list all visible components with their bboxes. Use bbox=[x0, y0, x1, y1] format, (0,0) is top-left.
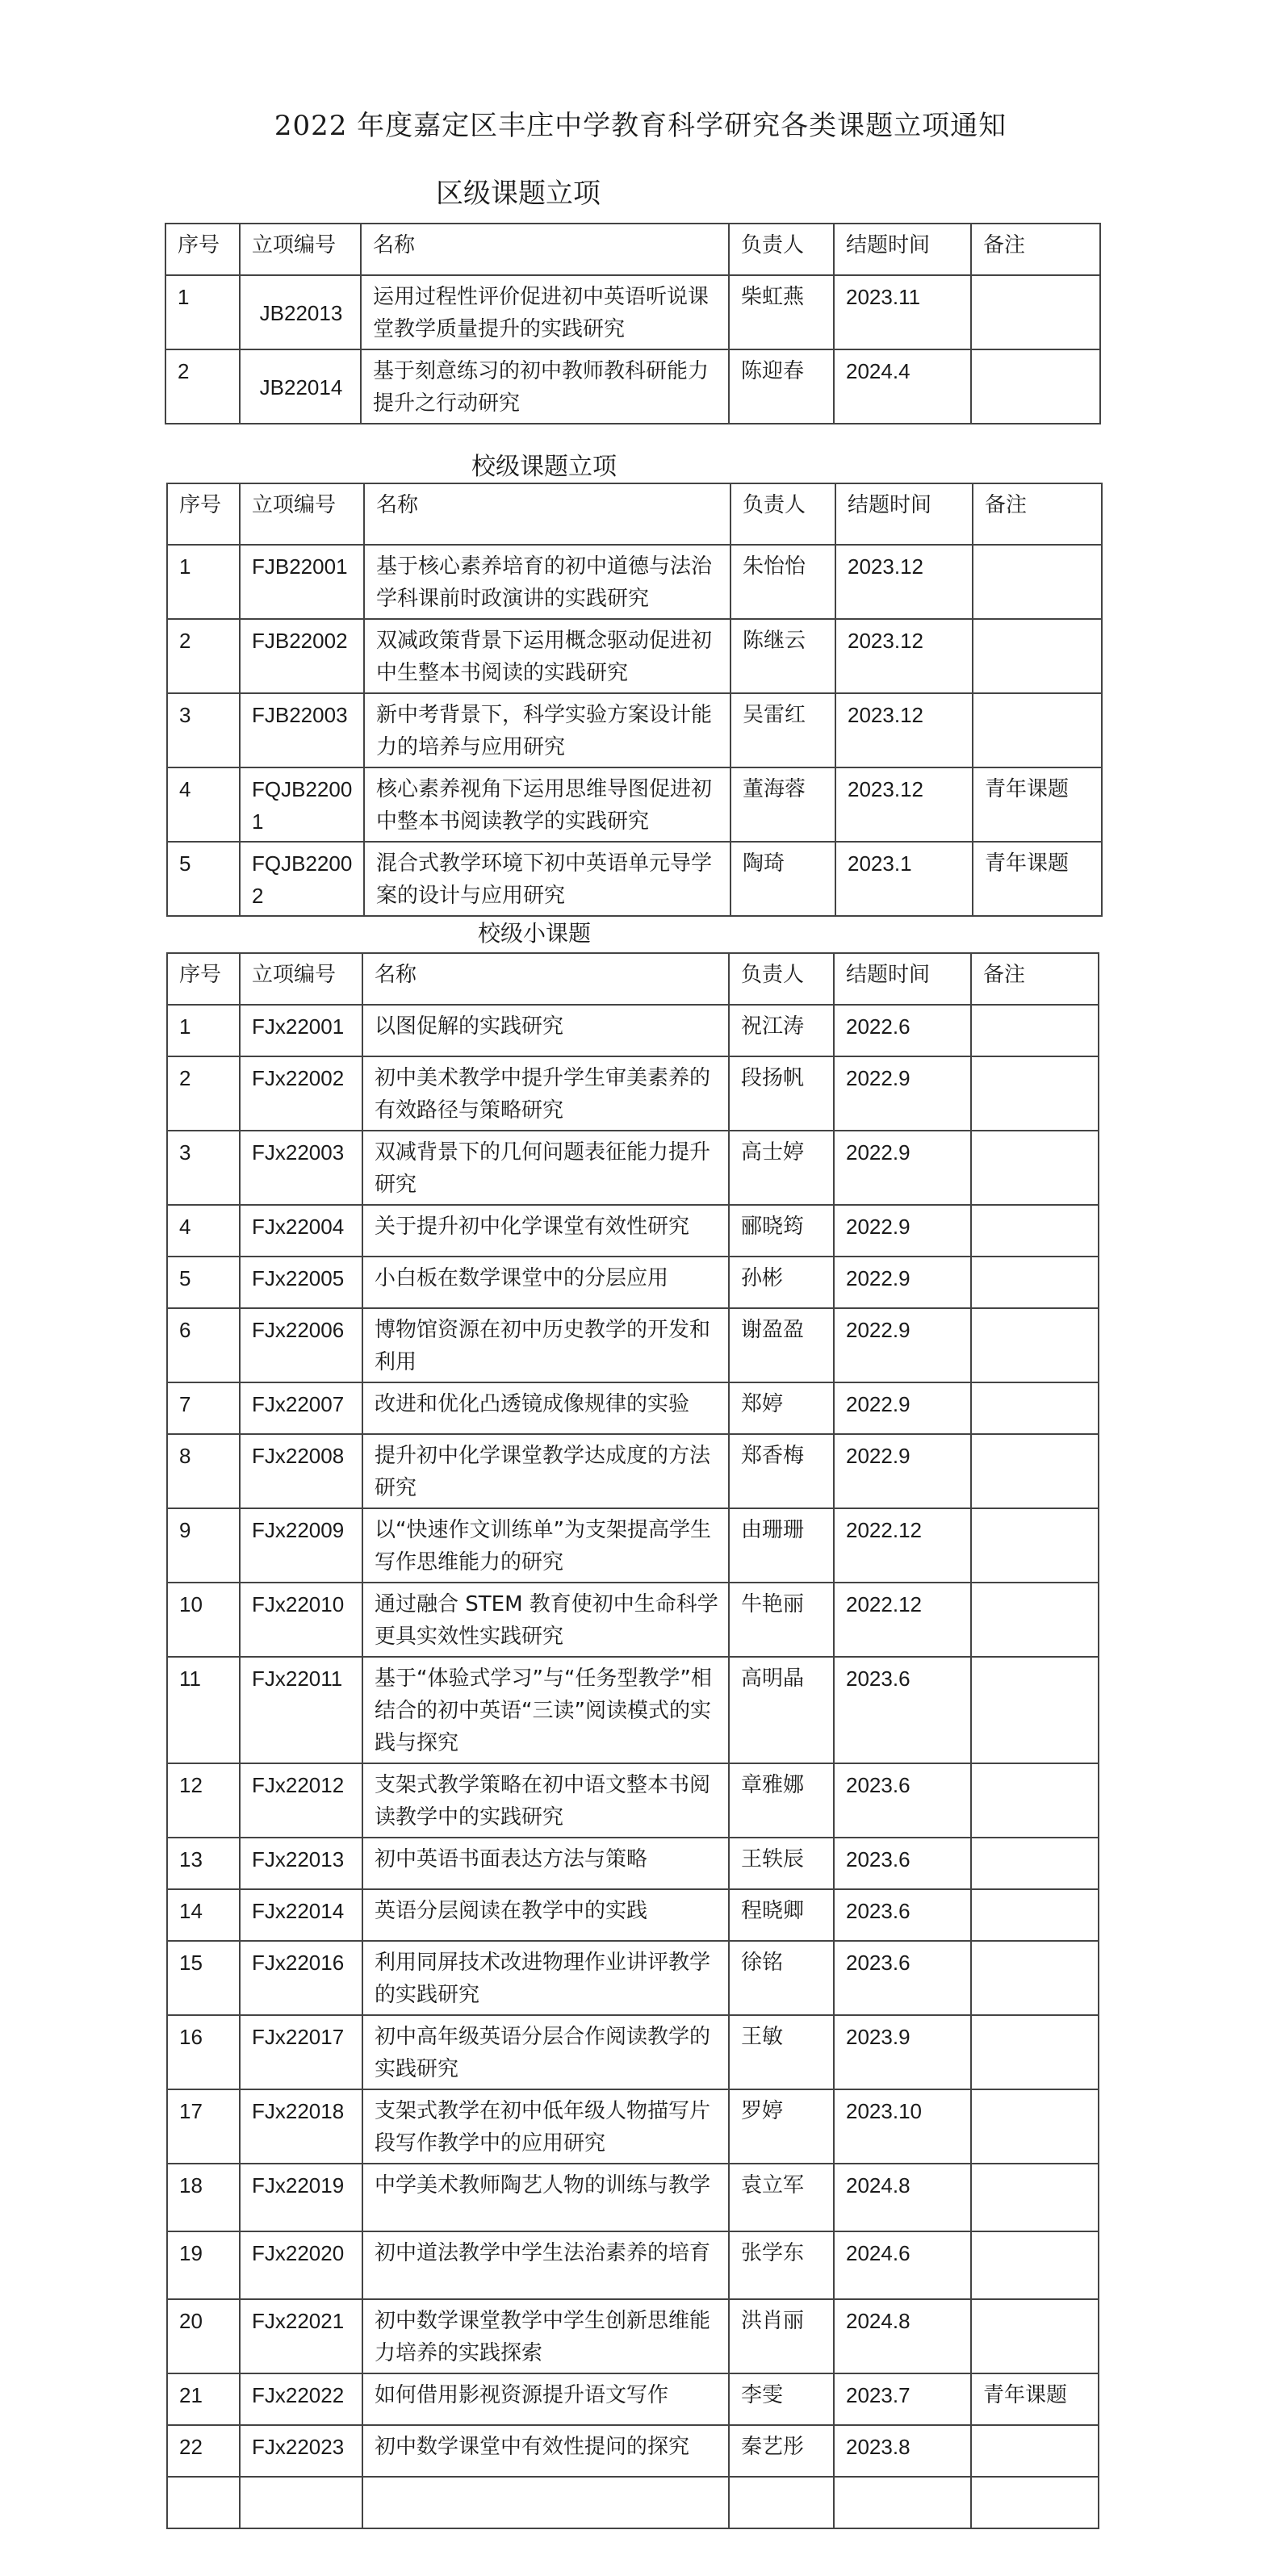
cell-index: 5 bbox=[167, 842, 240, 916]
cell-code: FJB22001 bbox=[240, 545, 364, 619]
cell-code: FJB22003 bbox=[240, 693, 364, 767]
cell-end-date: 2022.9 bbox=[834, 1308, 971, 1382]
section-title-school: 校级课题立项 bbox=[471, 453, 617, 481]
cell-name: 基于核心素养培育的初中道德与法治学科课前时政演讲的实践研究 bbox=[364, 545, 731, 619]
cell-index: 11 bbox=[167, 1657, 240, 1763]
cell-name: 博物馆资源在初中历史教学的开发和利用 bbox=[362, 1308, 729, 1382]
table-row bbox=[165, 275, 1100, 349]
cell-end-date bbox=[834, 2477, 971, 2528]
header-remark: 备注 bbox=[971, 953, 1099, 1005]
table-row bbox=[167, 1257, 1099, 1308]
table-row bbox=[167, 2231, 1099, 2299]
cell-remark bbox=[971, 1508, 1099, 1583]
cell-remark bbox=[971, 1941, 1099, 2015]
cell-end-date: 2023.6 bbox=[834, 1657, 971, 1763]
cell-index: 1 bbox=[167, 1005, 240, 1056]
cell-owner: 李雯 bbox=[729, 2373, 834, 2425]
cell-owner: 罗婷 bbox=[729, 2089, 834, 2164]
table-row bbox=[167, 1205, 1099, 1257]
table-row bbox=[167, 545, 1102, 619]
cell-owner: 郑婷 bbox=[729, 1382, 834, 1434]
cell-code: FJx22009 bbox=[240, 1508, 362, 1583]
cell-name: 核心素养视角下运用思维导图促进初中整本书阅读教学的实践研究 bbox=[364, 767, 731, 842]
table-row bbox=[167, 842, 1102, 916]
cell-index: 2 bbox=[167, 1056, 240, 1131]
cell-end-date: 2024.8 bbox=[834, 2299, 971, 2373]
header-owner: 负责人 bbox=[731, 483, 835, 545]
cell-index: 1 bbox=[167, 545, 240, 619]
cell-code: FJx22010 bbox=[240, 1583, 362, 1657]
cell-name: 基于刻意练习的初中教师教科研能力提升之行动研究 bbox=[361, 349, 729, 424]
cell-owner: 程晓卿 bbox=[729, 1889, 834, 1941]
header-remark: 备注 bbox=[971, 224, 1100, 275]
cell-name: 运用过程性评价促进初中英语听说课堂教学质量提升的实践研究 bbox=[361, 275, 729, 349]
cell-end-date: 2023.9 bbox=[834, 2015, 971, 2089]
cell-index: 16 bbox=[167, 2015, 240, 2089]
cell-end-date: 2024.8 bbox=[834, 2164, 971, 2231]
cell-index bbox=[167, 2477, 240, 2528]
cell-code: FJx22012 bbox=[240, 1763, 362, 1838]
table-row bbox=[165, 349, 1100, 424]
table-row bbox=[167, 1583, 1099, 1657]
school-small-projects-table bbox=[166, 952, 1099, 2529]
cell-name: 英语分层阅读在教学中的实践 bbox=[362, 1889, 729, 1941]
cell-name: 初中数学课堂中有效性提问的探究 bbox=[362, 2425, 729, 2477]
cell-end-date: 2023.7 bbox=[834, 2373, 971, 2425]
header-end-date: 结题时间 bbox=[835, 483, 973, 545]
cell-end-date: 2024.4 bbox=[834, 349, 971, 424]
table-row bbox=[167, 767, 1102, 842]
table-row bbox=[167, 1657, 1099, 1763]
cell-code: FJx22021 bbox=[240, 2299, 362, 2373]
table-header-row bbox=[165, 224, 1100, 275]
cell-end-date: 2023.12 bbox=[835, 545, 973, 619]
cell-code: FJx22016 bbox=[240, 1941, 362, 2015]
cell-index: 22 bbox=[167, 2425, 240, 2477]
cell-owner: 段扬帆 bbox=[729, 1056, 834, 1131]
table-header-row bbox=[167, 483, 1102, 545]
cell-end-date: 2023.8 bbox=[834, 2425, 971, 2477]
table-row bbox=[167, 1508, 1099, 1583]
table-row bbox=[167, 2015, 1099, 2089]
table-row bbox=[167, 1889, 1099, 1941]
cell-name: 新中考背景下，科学实验方案设计能力的培养与应用研究 bbox=[364, 693, 731, 767]
cell-index: 12 bbox=[167, 1763, 240, 1838]
cell-name: 初中数学课堂教学中学生创新思维能力培养的实践探索 bbox=[362, 2299, 729, 2373]
cell-owner: 柴虹燕 bbox=[729, 275, 834, 349]
cell-end-date: 2022.9 bbox=[834, 1382, 971, 1434]
cell-name: 初中高年级英语分层合作阅读教学的实践研究 bbox=[362, 2015, 729, 2089]
cell-index: 10 bbox=[167, 1583, 240, 1657]
cell-name: 支架式教学策略在初中语文整本书阅读教学中的实践研究 bbox=[362, 1763, 729, 1838]
cell-remark bbox=[971, 2015, 1099, 2089]
cell-code: FJx22002 bbox=[240, 1056, 362, 1131]
cell-remark bbox=[971, 1131, 1099, 1205]
cell-name: 以“快速作文训练单”为支架提高学生写作思维能力的研究 bbox=[362, 1508, 729, 1583]
header-code: 立项编号 bbox=[240, 224, 361, 275]
cell-index: 5 bbox=[167, 1257, 240, 1308]
cell-owner: 洪肖丽 bbox=[729, 2299, 834, 2373]
cell-name: 如何借用影视资源提升语文写作 bbox=[362, 2373, 729, 2425]
cell-remark bbox=[971, 1005, 1099, 1056]
cell-end-date: 2022.12 bbox=[834, 1583, 971, 1657]
cell-name: 提升初中化学课堂教学达成度的方法研究 bbox=[362, 1434, 729, 1508]
cell-code: FJx22022 bbox=[240, 2373, 362, 2425]
cell-remark bbox=[971, 2164, 1099, 2231]
header-name: 名称 bbox=[362, 953, 729, 1005]
header-index: 序号 bbox=[165, 224, 240, 275]
cell-owner: 由珊珊 bbox=[729, 1508, 834, 1583]
table-row bbox=[167, 2425, 1099, 2477]
cell-name: 初中英语书面表达方法与策略 bbox=[362, 1838, 729, 1889]
cell-owner: 陈继云 bbox=[731, 619, 835, 693]
cell-end-date: 2023.12 bbox=[835, 767, 973, 842]
cell-owner: 徐铭 bbox=[729, 1941, 834, 2015]
school-projects-table bbox=[166, 483, 1103, 917]
cell-end-date: 2022.6 bbox=[834, 1005, 971, 1056]
cell-remark bbox=[971, 2477, 1099, 2528]
cell-owner: 高士婷 bbox=[729, 1131, 834, 1205]
cell-end-date: 2022.9 bbox=[834, 1434, 971, 1508]
cell-code bbox=[240, 2477, 362, 2528]
cell-code: FJx22020 bbox=[240, 2231, 362, 2299]
table-row bbox=[167, 2477, 1099, 2528]
cell-name: 混合式教学环境下初中英语单元导学案的设计与应用研究 bbox=[364, 842, 731, 916]
cell-remark bbox=[971, 1889, 1099, 1941]
cell-code: FJx22017 bbox=[240, 2015, 362, 2089]
cell-name: 初中道法教学中学生法治素养的培育 bbox=[362, 2231, 729, 2299]
cell-owner: 谢盈盈 bbox=[729, 1308, 834, 1382]
cell-end-date: 2024.6 bbox=[834, 2231, 971, 2299]
cell-remark bbox=[971, 349, 1100, 424]
cell-index: 4 bbox=[167, 767, 240, 842]
cell-remark bbox=[971, 2299, 1099, 2373]
cell-code: FJx22004 bbox=[240, 1205, 362, 1257]
cell-remark bbox=[971, 275, 1100, 349]
table-row bbox=[167, 1131, 1099, 1205]
cell-name: 双减政策背景下运用概念驱动促进初中生整本书阅读的实践研究 bbox=[364, 619, 731, 693]
cell-remark: 青年课题 bbox=[971, 2373, 1099, 2425]
cell-code: JB22014 bbox=[240, 349, 361, 424]
cell-remark bbox=[971, 2231, 1099, 2299]
cell-end-date: 2023.1 bbox=[835, 842, 973, 916]
cell-end-date: 2022.12 bbox=[834, 1508, 971, 1583]
header-code: 立项编号 bbox=[240, 483, 364, 545]
cell-name: 通过融合 STEM 教育使初中生命科学更具实效性实践研究 bbox=[362, 1583, 729, 1657]
cell-remark: 青年课题 bbox=[973, 842, 1102, 916]
cell-code: FJx22019 bbox=[240, 2164, 362, 2231]
table-row bbox=[167, 1056, 1099, 1131]
cell-index: 4 bbox=[167, 1205, 240, 1257]
cell-end-date: 2023.6 bbox=[834, 1889, 971, 1941]
cell-end-date: 2022.9 bbox=[834, 1205, 971, 1257]
cell-end-date: 2023.12 bbox=[835, 693, 973, 767]
cell-index: 3 bbox=[167, 1131, 240, 1205]
cell-index: 19 bbox=[167, 2231, 240, 2299]
cell-remark bbox=[971, 1382, 1099, 1434]
cell-code: FJx22003 bbox=[240, 1131, 362, 1205]
cell-index: 9 bbox=[167, 1508, 240, 1583]
table-row bbox=[167, 2373, 1099, 2425]
cell-owner: 章雅娜 bbox=[729, 1763, 834, 1838]
cell-owner: 陈迎春 bbox=[729, 349, 834, 424]
cell-index: 14 bbox=[167, 1889, 240, 1941]
table-row bbox=[167, 1941, 1099, 2015]
cell-owner: 王轶辰 bbox=[729, 1838, 834, 1889]
cell-name: 中学美术教师陶艺人物的训练与教学 bbox=[362, 2164, 729, 2231]
cell-owner: 张学东 bbox=[729, 2231, 834, 2299]
cell-index: 3 bbox=[167, 693, 240, 767]
cell-index: 1 bbox=[165, 275, 240, 349]
cell-index: 17 bbox=[167, 2089, 240, 2164]
cell-index: 6 bbox=[167, 1308, 240, 1382]
header-end-date: 结题时间 bbox=[834, 953, 971, 1005]
cell-index: 8 bbox=[167, 1434, 240, 1508]
cell-index: 13 bbox=[167, 1838, 240, 1889]
header-name: 名称 bbox=[361, 224, 729, 275]
cell-name bbox=[362, 2477, 729, 2528]
cell-name: 基于“体验式学习”与“任务型教学”相结合的初中英语“三读”阅读模式的实践与探究 bbox=[362, 1657, 729, 1763]
cell-owner: 牛艳丽 bbox=[729, 1583, 834, 1657]
cell-remark bbox=[971, 1434, 1099, 1508]
header-index: 序号 bbox=[167, 483, 240, 545]
cell-name: 初中美术教学中提升学生审美素养的有效路径与策略研究 bbox=[362, 1056, 729, 1131]
table-header-row bbox=[167, 953, 1099, 1005]
table-row bbox=[167, 1308, 1099, 1382]
cell-remark bbox=[973, 545, 1102, 619]
cell-index: 7 bbox=[167, 1382, 240, 1434]
cell-code: FJB22002 bbox=[240, 619, 364, 693]
cell-code: FJx22006 bbox=[240, 1308, 362, 1382]
cell-remark bbox=[971, 2425, 1099, 2477]
cell-name: 改进和优化凸透镜成像规律的实验 bbox=[362, 1382, 729, 1434]
cell-remark bbox=[971, 1205, 1099, 1257]
cell-code: FJx22005 bbox=[240, 1257, 362, 1308]
table-row bbox=[167, 1838, 1099, 1889]
cell-remark bbox=[971, 1056, 1099, 1131]
cell-owner: 袁立军 bbox=[729, 2164, 834, 2231]
header-end-date: 结题时间 bbox=[834, 224, 971, 275]
cell-remark bbox=[971, 1583, 1099, 1657]
header-owner: 负责人 bbox=[729, 224, 834, 275]
cell-remark bbox=[971, 1763, 1099, 1838]
cell-end-date: 2023.6 bbox=[834, 1763, 971, 1838]
cell-end-date: 2023.6 bbox=[834, 1941, 971, 2015]
cell-remark bbox=[971, 2089, 1099, 2164]
header-name: 名称 bbox=[364, 483, 731, 545]
cell-owner: 孙彬 bbox=[729, 1257, 834, 1308]
cell-index: 15 bbox=[167, 1941, 240, 2015]
cell-index: 2 bbox=[167, 619, 240, 693]
cell-owner bbox=[729, 2477, 834, 2528]
header-code: 立项编号 bbox=[240, 953, 362, 1005]
cell-owner: 陶琦 bbox=[731, 842, 835, 916]
cell-owner: 吴雷红 bbox=[731, 693, 835, 767]
district-projects-table bbox=[165, 223, 1101, 424]
table-row bbox=[167, 619, 1102, 693]
header-remark: 备注 bbox=[973, 483, 1102, 545]
cell-name: 双减背景下的几何问题表征能力提升研究 bbox=[362, 1131, 729, 1205]
cell-code: FJx22001 bbox=[240, 1005, 362, 1056]
cell-code: JB22013 bbox=[240, 275, 361, 349]
cell-end-date: 2022.9 bbox=[834, 1131, 971, 1205]
table-row bbox=[167, 1434, 1099, 1508]
cell-index: 20 bbox=[167, 2299, 240, 2373]
cell-remark: 青年课题 bbox=[973, 767, 1102, 842]
cell-end-date: 2023.10 bbox=[834, 2089, 971, 2164]
section-title-school-small: 校级小课题 bbox=[478, 920, 592, 947]
cell-owner: 王敏 bbox=[729, 2015, 834, 2089]
header-index: 序号 bbox=[167, 953, 240, 1005]
cell-owner: 秦艺彤 bbox=[729, 2425, 834, 2477]
cell-code: FJx22013 bbox=[240, 1838, 362, 1889]
cell-owner: 高明晶 bbox=[729, 1657, 834, 1763]
cell-remark bbox=[973, 693, 1102, 767]
cell-code: FJx22014 bbox=[240, 1889, 362, 1941]
cell-end-date: 2023.12 bbox=[835, 619, 973, 693]
cell-remark bbox=[971, 1657, 1099, 1763]
table-row bbox=[167, 2089, 1099, 2164]
cell-code: FQJB22001 bbox=[240, 767, 364, 842]
cell-end-date: 2023.6 bbox=[834, 1838, 971, 1889]
cell-name: 支架式教学在初中低年级人物描写片段写作教学中的应用研究 bbox=[362, 2089, 729, 2164]
cell-owner: 祝江涛 bbox=[729, 1005, 834, 1056]
cell-name: 关于提升初中化学课堂有效性研究 bbox=[362, 1205, 729, 1257]
cell-code: FJx22007 bbox=[240, 1382, 362, 1434]
cell-index: 2 bbox=[165, 349, 240, 424]
cell-code: FJx22023 bbox=[240, 2425, 362, 2477]
cell-code: FQJB22002 bbox=[240, 842, 364, 916]
cell-owner: 朱怡怡 bbox=[731, 545, 835, 619]
cell-owner: 郦晓筠 bbox=[729, 1205, 834, 1257]
cell-remark bbox=[971, 1838, 1099, 1889]
cell-name: 以图促解的实践研究 bbox=[362, 1005, 729, 1056]
cell-remark bbox=[971, 1257, 1099, 1308]
cell-owner: 董海蓉 bbox=[731, 767, 835, 842]
cell-name: 小白板在数学课堂中的分层应用 bbox=[362, 1257, 729, 1308]
cell-remark bbox=[971, 1308, 1099, 1382]
table-row bbox=[167, 1763, 1099, 1838]
cell-end-date: 2022.9 bbox=[834, 1056, 971, 1131]
cell-end-date: 2022.9 bbox=[834, 1257, 971, 1308]
cell-name: 利用同屏技术改进物理作业讲评教学的实践研究 bbox=[362, 1941, 729, 2015]
table-row bbox=[167, 693, 1102, 767]
table-row bbox=[167, 2299, 1099, 2373]
cell-end-date: 2023.11 bbox=[834, 275, 971, 349]
cell-code: FJx22008 bbox=[240, 1434, 362, 1508]
table-row bbox=[167, 1005, 1099, 1056]
table-row bbox=[167, 1382, 1099, 1434]
cell-code: FJx22011 bbox=[240, 1657, 362, 1763]
header-owner: 负责人 bbox=[729, 953, 834, 1005]
section-title-district: 区级课题立项 bbox=[436, 178, 601, 210]
page-title: 2022 年度嘉定区丰庄中学教育科学研究各类课题立项通知 bbox=[274, 110, 1007, 142]
table-row bbox=[167, 2164, 1099, 2231]
cell-index: 21 bbox=[167, 2373, 240, 2425]
cell-remark bbox=[973, 619, 1102, 693]
cell-code: FJx22018 bbox=[240, 2089, 362, 2164]
cell-owner: 郑香梅 bbox=[729, 1434, 834, 1508]
cell-index: 18 bbox=[167, 2164, 240, 2231]
